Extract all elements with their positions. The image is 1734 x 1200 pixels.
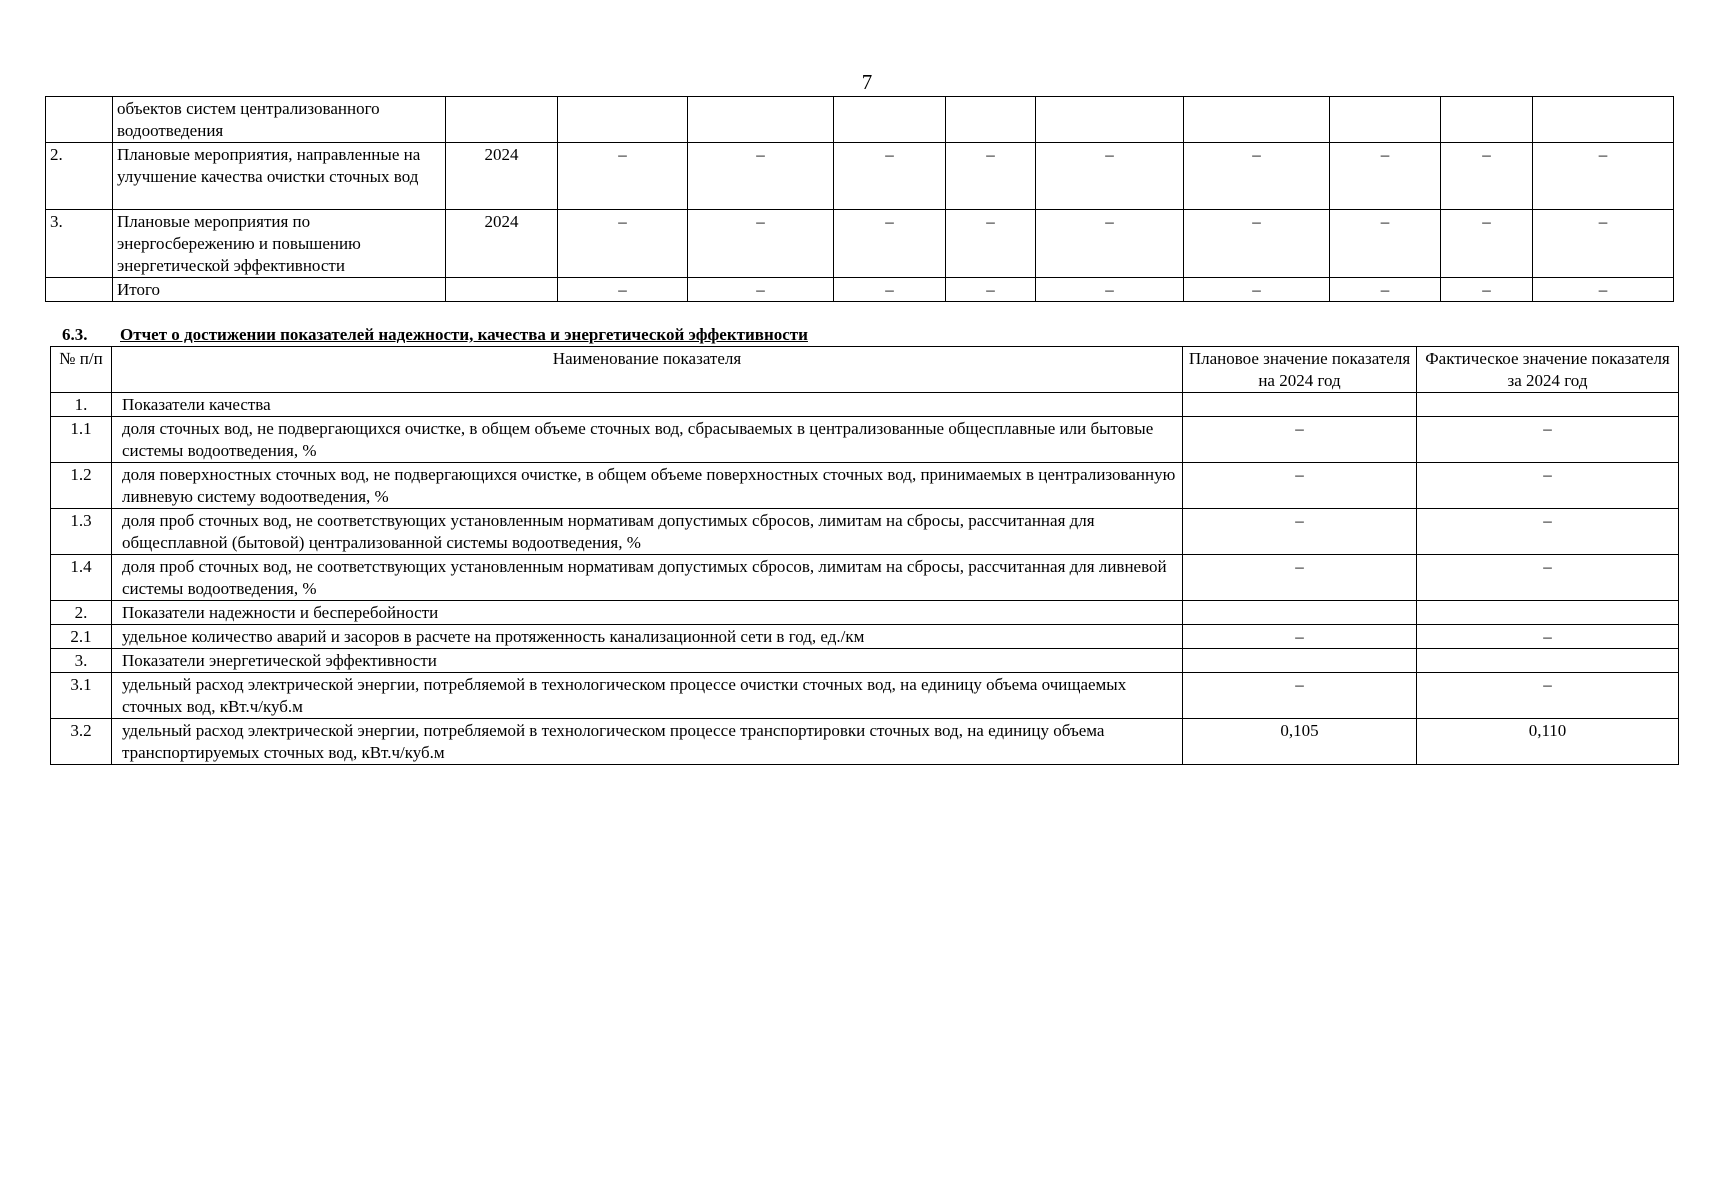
row-name: объектов систем централизованного водоотведения: [113, 97, 446, 143]
indicator-number: 2.1: [51, 625, 112, 649]
indicator-number: 1.3: [51, 509, 112, 555]
row-value: –: [688, 143, 834, 210]
section-title: Отчет о достижении показателей надежности, качества и энергетической эффективности: [120, 325, 808, 344]
indicator-planned: –: [1183, 463, 1417, 509]
indicator-name: доля проб сточных вод, не соответствующих установленным нормативам допустимых сбросов, лимитам на сбросы, рассчитанная для общесплавной (бытовой) централизованной системы водоотведения, %: [112, 509, 1183, 555]
row-name: Плановые мероприятия по энергосбережению и повышению энергетической эффективности: [113, 210, 446, 278]
measures-table: [45, 96, 1674, 302]
indicator-name: удельное количество аварий и засоров в расчете на протяженность канализационной сети в год, ед./км: [112, 625, 1183, 649]
section-number: 6.3.: [62, 325, 88, 344]
table-row: [51, 417, 1679, 463]
row-year: [446, 278, 558, 302]
row-value: –: [1533, 210, 1674, 278]
row-value: –: [1036, 143, 1184, 210]
table-row: [51, 649, 1679, 673]
row-value: [558, 97, 688, 143]
table-row: [46, 210, 1674, 278]
row-value: –: [1330, 278, 1441, 302]
row-value: –: [1184, 278, 1330, 302]
row-value: –: [1330, 143, 1441, 210]
indicator-name: доля поверхностных сточных вод, не подвергающихся очистке, в общем объеме поверхностных сточных вод, принимаемых в централизованную ливневую систему водоотведения, %: [112, 463, 1183, 509]
row-number: [46, 97, 113, 143]
indicator-planned: –: [1183, 417, 1417, 463]
indicator-actual: [1417, 393, 1679, 417]
indicator-planned: –: [1183, 625, 1417, 649]
row-value: –: [1441, 210, 1533, 278]
header-num: № п/п: [51, 347, 112, 393]
indicator-number: 1.: [51, 393, 112, 417]
indicator-name: Показатели надежности и бесперебойности: [112, 601, 1183, 625]
indicator-number: 1.2: [51, 463, 112, 509]
indicator-name: удельный расход электрической энергии, потребляемой в технологическом процессе транспортировки сточных вод, на единицу объема транспортируемых сточных вод, кВт.ч/куб.м: [112, 719, 1183, 765]
table-row: [46, 97, 1674, 143]
row-name: Плановые мероприятия, направленные на улучшение качества очистки сточных вод: [113, 143, 446, 210]
indicator-name: Показатели энергетической эффективности: [112, 649, 1183, 673]
row-value: –: [1441, 278, 1533, 302]
indicator-number: 3.: [51, 649, 112, 673]
row-value: [688, 97, 834, 143]
row-value: –: [1533, 143, 1674, 210]
row-value: [946, 97, 1036, 143]
row-year: 2024: [446, 143, 558, 210]
row-value: –: [688, 210, 834, 278]
row-value: –: [834, 278, 946, 302]
indicator-actual: [1417, 601, 1679, 625]
indicator-name: доля сточных вод, не подвергающихся очистке, в общем объеме сточных вод, сбрасываемых в централизованные общесплавные или бытовые системы водоотведения, %: [112, 417, 1183, 463]
row-value: –: [946, 143, 1036, 210]
row-value: –: [1533, 278, 1674, 302]
table-row: [46, 143, 1674, 210]
row-value: –: [1184, 143, 1330, 210]
indicator-planned: –: [1183, 673, 1417, 719]
row-value: –: [558, 210, 688, 278]
indicator-name: доля проб сточных вод, не соответствующих установленным нормативам допустимых сбросов, лимитам на сбросы, рассчитанная для ливневой системы водоотведения, %: [112, 555, 1183, 601]
row-value: [1441, 97, 1533, 143]
indicator-actual: –: [1417, 673, 1679, 719]
header-actual: Фактическое значение показателя за 2024 год: [1417, 347, 1679, 393]
section-heading: [62, 324, 808, 346]
row-value: –: [1441, 143, 1533, 210]
row-number: 2.: [46, 143, 113, 210]
row-value: –: [688, 278, 834, 302]
table-row: [51, 509, 1679, 555]
table-row: [51, 463, 1679, 509]
row-value: –: [1184, 210, 1330, 278]
indicator-planned: 0,105: [1183, 719, 1417, 765]
row-value: –: [946, 210, 1036, 278]
indicator-actual: –: [1417, 625, 1679, 649]
row-value: –: [834, 143, 946, 210]
table-row: [46, 278, 1674, 302]
row-value: –: [946, 278, 1036, 302]
indicators-table: [50, 346, 1679, 765]
row-value: [1533, 97, 1674, 143]
row-value: [1184, 97, 1330, 143]
row-year: 2024: [446, 210, 558, 278]
indicator-actual: –: [1417, 417, 1679, 463]
row-year: [446, 97, 558, 143]
row-value: –: [1330, 210, 1441, 278]
indicator-actual: [1417, 649, 1679, 673]
indicator-number: 1.4: [51, 555, 112, 601]
row-value: –: [558, 278, 688, 302]
indicator-name: Показатели качества: [112, 393, 1183, 417]
indicator-actual: –: [1417, 555, 1679, 601]
header-name: Наименование показателя: [112, 347, 1183, 393]
row-number: [46, 278, 113, 302]
row-value: [1036, 97, 1184, 143]
indicator-actual: –: [1417, 509, 1679, 555]
row-value: [1330, 97, 1441, 143]
row-number: 3.: [46, 210, 113, 278]
indicator-name: удельный расход электрической энергии, потребляемой в технологическом процессе очистки сточных вод, на единицу объема очищаемых сточных вод, кВт.ч/куб.м: [112, 673, 1183, 719]
indicator-planned: [1183, 393, 1417, 417]
indicators-header-row: [51, 347, 1679, 393]
table-row: [51, 625, 1679, 649]
row-value: –: [1036, 210, 1184, 278]
table-row: [51, 673, 1679, 719]
row-value: [834, 97, 946, 143]
row-value: –: [1036, 278, 1184, 302]
table-row: [51, 601, 1679, 625]
table-row: [51, 393, 1679, 417]
table-row: [51, 719, 1679, 765]
indicator-number: 3.2: [51, 719, 112, 765]
table-row: [51, 555, 1679, 601]
indicator-planned: [1183, 601, 1417, 625]
indicator-number: 3.1: [51, 673, 112, 719]
indicator-planned: –: [1183, 555, 1417, 601]
indicator-planned: –: [1183, 509, 1417, 555]
indicator-actual: –: [1417, 463, 1679, 509]
indicator-planned: [1183, 649, 1417, 673]
row-name: Итого: [113, 278, 446, 302]
header-planned: Плановое значение показателя на 2024 год: [1183, 347, 1417, 393]
indicator-number: 1.1: [51, 417, 112, 463]
row-value: –: [834, 210, 946, 278]
page-number: 7: [861, 70, 873, 94]
indicator-actual: 0,110: [1417, 719, 1679, 765]
row-value: –: [558, 143, 688, 210]
indicator-number: 2.: [51, 601, 112, 625]
